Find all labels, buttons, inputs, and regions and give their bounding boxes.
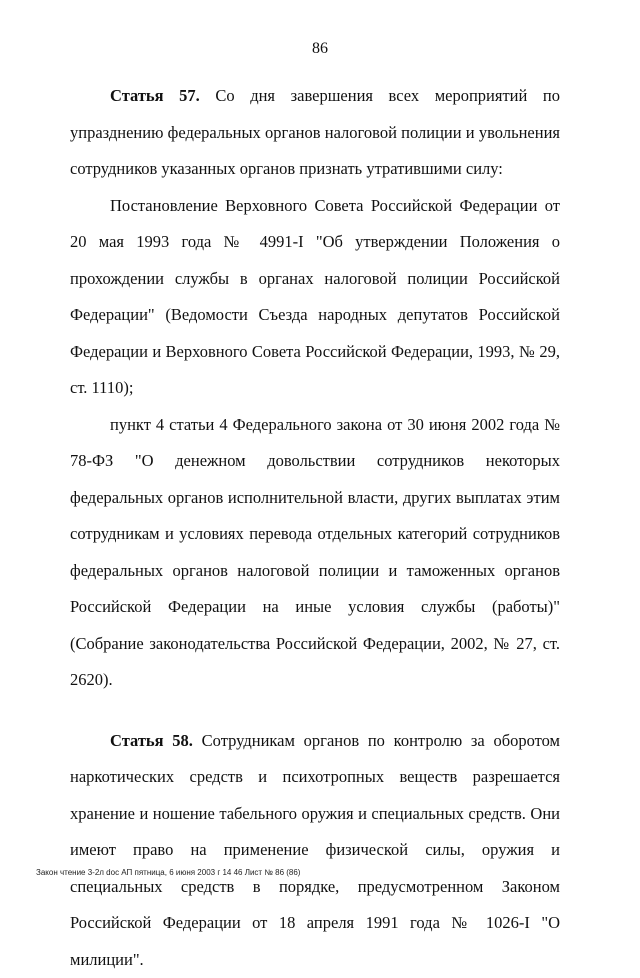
page-number: 86: [0, 40, 640, 58]
article-58-text: Сотрудникам органов по контролю за оборотом наркотических средств и психотропных веществ разрешается хранение и ношение табельного оружия и специальных средств. Они имеют право на применение физической силы, оружия и специальных средств в порядке, предусмотренном Законом Российской Федерации от 18 апреля 1991 года № 1026-I "О милиции".: [70, 731, 560, 969]
article-57-paragraph: [70, 78, 560, 188]
document-footer: Закон чтение 3-2л doc АП пятница, 6 июня 2003 г 14 46 Лист № 86 (86): [36, 868, 300, 877]
article-57-item-1: Постановление Верховного Совета Российской Федерации от 20 мая 1993 года № 4991-I "Об утверждении Положения о прохождении службы в органах налоговой полиции Российской Федерации" (Ведомости Съезда народных депутатов Российской Федерации и Верховного Совета Российской Федерации, 1993, № 29, ст. 1110);: [70, 188, 560, 407]
article-57-title: Статья 57.: [110, 86, 200, 105]
article-58-paragraph: [70, 723, 560, 978]
document-body: [70, 78, 560, 978]
article-58-title: Статья 58.: [110, 731, 193, 750]
article-57-item-2: пункт 4 статьи 4 Федерального закона от 30 июня 2002 года № 78-ФЗ "О денежном довольствии сотрудников некоторых федеральных органов исполнительной власти, других выплатах этим сотрудникам и условиях перевода отдельных категорий сотрудников федеральных органов налоговой полиции и таможенных органов Российской Федерации на иные условия службы (работы)" (Собрание законодательства Российской Федерации, 2002, № 27, ст. 2620).: [70, 407, 560, 699]
article-57-intro: Со дня завершения всех мероприятий по упразднению федеральных органов налоговой полиции и увольнения сотрудников указанных органов признать утратившими силу:: [70, 86, 560, 178]
